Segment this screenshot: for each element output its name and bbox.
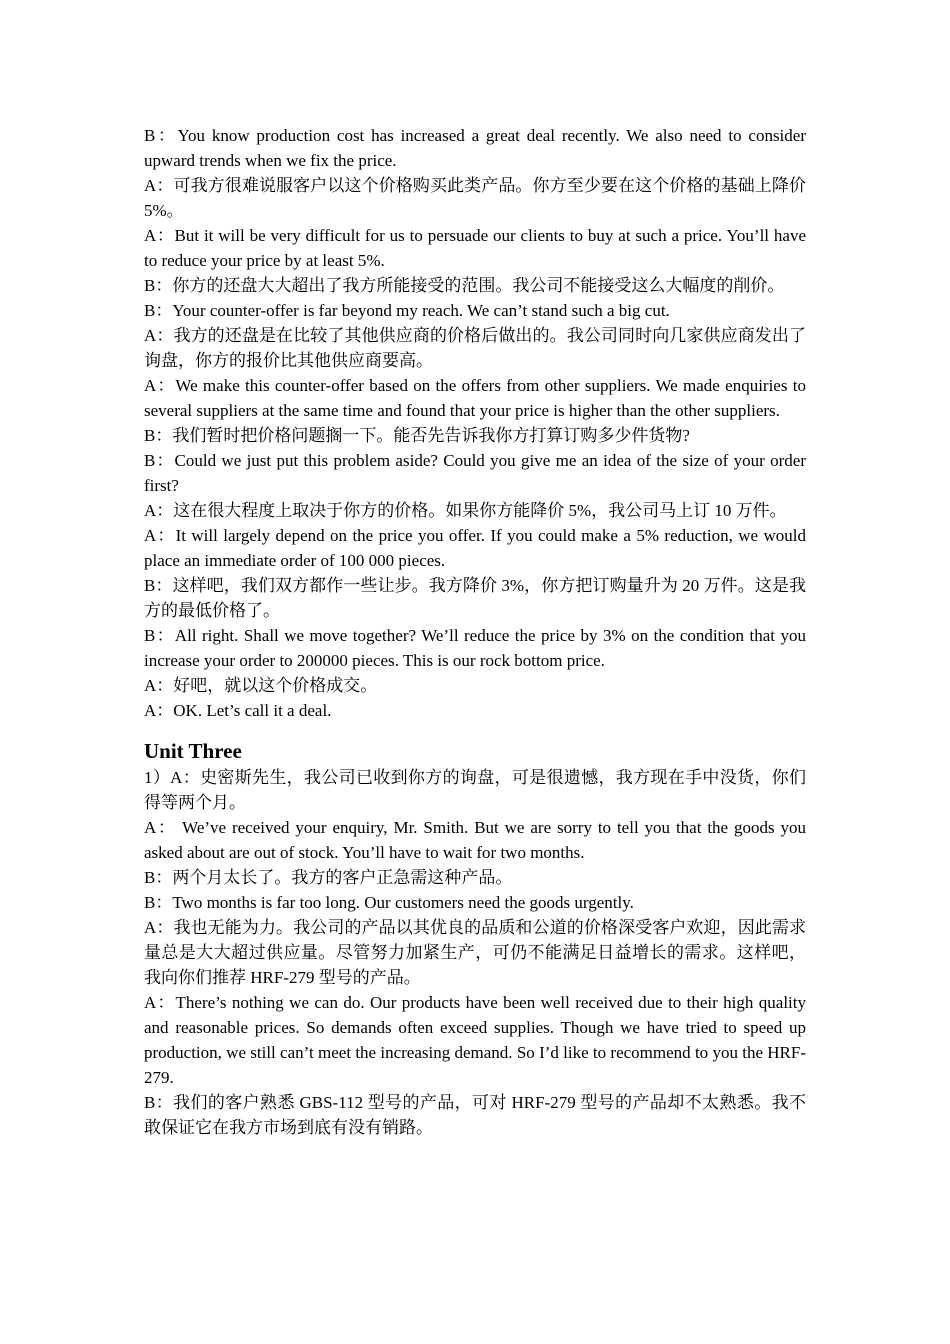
dialogue-line: A：这在很大程度上取决于你方的价格。如果你方能降价 5%，我公司马上订 10 万件。: [144, 501, 787, 520]
dialogue-line: B：这样吧，我们双方都作一些让步。我方降价 3%，你方把订购量升为 20 万件。这是我方的最低价格了。: [144, 576, 806, 620]
dialogue-line: A：But it will be very difficult for us to persuade our clients to buy at such a price. You’ll have to reduce your price by at least 5%.: [144, 226, 806, 270]
dialogue-line: A：We make this counter-offer based on the offers from other suppliers. We made enquiries to several suppliers at the same time and found that your price is higher than the other suppliers.: [144, 376, 806, 420]
dialogue-line: A：OK. Let’s call it a deal.: [144, 701, 332, 720]
dialogue-line: A：可我方很难说服客户以这个价格购买此类产品。你方至少要在这个价格的基础上降价 5%。: [144, 176, 806, 220]
dialogue-line: B：Could we just put this problem aside? Could you give me an idea of the size of your order first?: [144, 451, 806, 495]
unit-heading: Unit Three: [144, 739, 242, 763]
dialogue-line: B：Your counter-offer is far beyond my reach. We can’t stand such a big cut.: [144, 301, 670, 320]
dialogue-line: B：All right. Shall we move together? We’ll reduce the price by 3% on the condition that you increase your order to 200000 pieces. This is our rock bottom price.: [144, 626, 806, 670]
dialogue-line: B：我们的客户熟悉 GBS-112 型号的产品，可对 HRF-279 型号的产品却不太熟悉。我不敢保证它在我方市场到底有没有销路。: [144, 1093, 806, 1137]
dialogue-line: A：好吧，就以这个价格成交。: [144, 676, 378, 695]
dialogue-line: 1）A：史密斯先生，我公司已收到你方的询盘，可是很遗憾，我方现在手中没货，你们得等两个月。: [144, 768, 806, 812]
dialogue-line: A：There’s nothing we can do. Our products have been well received due to their high quality and reasonable prices. So demands often exceed supplies. Though we have tried to speed up production, we still can’t meet the increasing demand. So I’d like to recommend to you the HRF-279.: [144, 993, 806, 1087]
dialogue-line: B：You know production cost has increased a great deal recently. We also need to consider upward trends when we fix the price.: [144, 126, 806, 170]
dialogue-line: B：两个月太长了。我方的客户正急需这种产品。: [144, 868, 513, 887]
dialogue-line: A：我也无能为力。我公司的产品以其优良的品质和公道的价格深受客户欢迎，因此需求量总是大大超过供应量。尽管努力加紧生产，可仍不能满足日益增长的需求。这样吧，我向你们推荐 HRF-279 型号的产品。: [144, 918, 806, 987]
dialogue-line: B：Two months is far too long. Our customers need the goods urgently.: [144, 893, 634, 912]
dialogue-line: B：你方的还盘大大超出了我方所能接受的范围。我公司不能接受这么大幅度的削价。: [144, 276, 785, 295]
dialogue-line: A： We’ve received your enquiry, Mr. Smith. But we are sorry to tell you that the goods you asked about are out of stock. You’ll have to wait for two months.: [144, 818, 806, 862]
dialogue-line: A：我方的还盘是在比较了其他供应商的价格后做出的。我公司同时向几家供应商发出了询盘，你方的报价比其他供应商要高。: [144, 326, 806, 370]
dialogue-line: A：It will largely depend on the price you offer. If you could make a 5% reduction, we would place an immediate order of 100 000 pieces.: [144, 526, 806, 570]
document-page: [144, 123, 806, 1140]
dialogue-line: B：我们暂时把价格问题搁一下。能否先告诉我你方打算订购多少件货物?: [144, 426, 690, 445]
